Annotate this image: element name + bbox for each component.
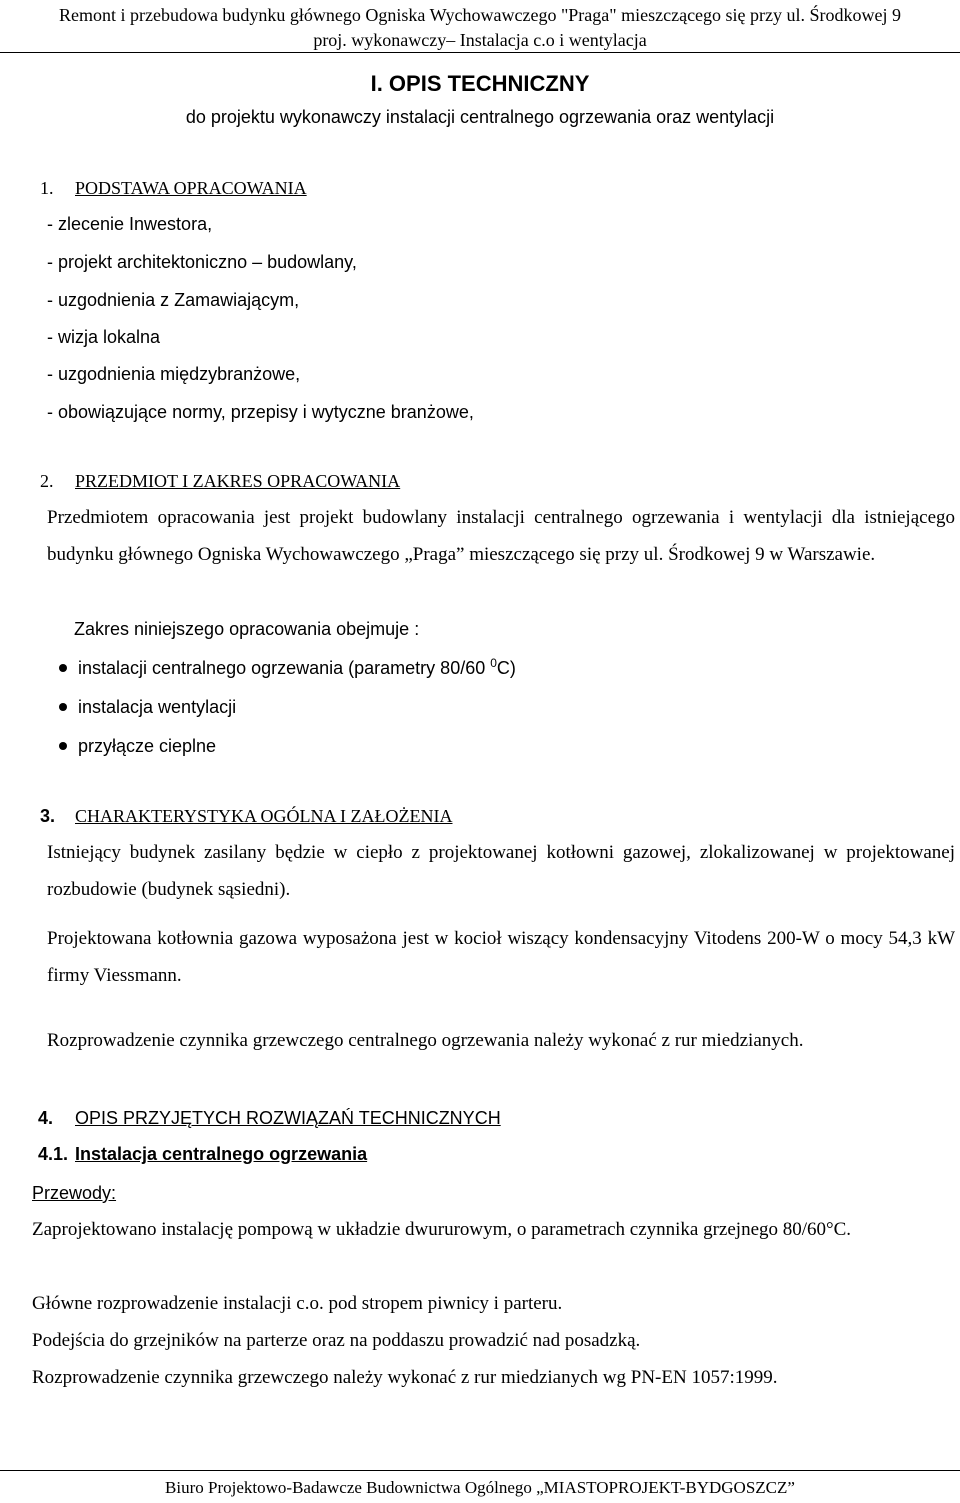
section2-bullet: instalacja wentylacji — [78, 697, 237, 717]
section4-1-number: 4.1. — [38, 1144, 69, 1164]
document-subtitle: do projektu wykonawczy instalacji centralnego ogrzewania oraz wentylacji — [185, 107, 775, 127]
section4-paragraph: Główne rozprowadzenie instalacji c.o. pod stropem piwnicy i parteru. — [32, 1293, 563, 1314]
header-project-subtitle: proj. wykonawczy– Instalacja c.o i wentylacja — [313, 30, 647, 50]
section1-item: - uzgodnienia międzybranżowe, — [47, 364, 301, 384]
section1-item: - uzgodnienia z Zamawiającym, — [47, 290, 300, 310]
section3-heading: CHARAKTERYSTYKA OGÓLNA I ZAŁOŻENIA — [75, 806, 453, 826]
section1-item: - projekt architektoniczno – budowlany, — [47, 252, 357, 272]
document-title: I. OPIS TECHNICZNY — [370, 71, 590, 96]
section4-paragraph: Podejścia do grzejników na parterze oraz na poddaszu prowadzić nad posadzką. — [32, 1330, 641, 1351]
section4-paragraph: Zaprojektowano instalację pompową w układzie dwururowym, o parametrach czynnika grzejnego 80/60°C. — [32, 1219, 852, 1240]
section4-1-heading: Instalacja centralnego ogrzewania — [75, 1144, 368, 1164]
section3-paragraph: Projektowana kotłownia gazowa wyposażona jest w kocioł wiszący kondensacyjny Vitodens 200-W o mocy 54,3 kW firmy Viessmann. — [47, 928, 955, 986]
section2-bullet: przyłącze cieplne — [78, 736, 217, 756]
header-divider — [0, 52, 960, 53]
section2-bullet: instalacji centralnego ogrzewania (parametry 80/60 $^0$C) — [78, 656, 516, 678]
section1-number: 1. — [40, 178, 54, 198]
section2-scope-intro: Zakres niniejszego opracowania obejmuje : — [74, 619, 420, 639]
section1-item: - zlecenie Inwestora, — [47, 214, 213, 234]
section4-paragraph: Rozprowadzenie czynnika grzewczego należy wykonać z rur miedzianych wg PN-EN 1057:1999. — [32, 1367, 778, 1388]
section2-heading: PRZEDMIOT I ZAKRES OPRACOWANIA — [75, 471, 401, 491]
section3-paragraph: Rozprowadzenie czynnika grzewczego centralnego ogrzewania należy wykonać z rur miedzianych. — [47, 1030, 804, 1051]
section3-number: 3. — [40, 806, 56, 826]
header-project-title: Remont i przebudowa budynku głównego Ogniska Wychowawczego "Praga" mieszczącego się przy ul. Środkowej 9 — [58, 5, 902, 25]
section2-number: 2. — [40, 471, 54, 491]
section1-item: - obowiązujące normy, przepisy i wytyczne branżowe, — [47, 402, 474, 422]
footer-office-name: Biuro Projektowo-Badawcze Budownictwa Ogólnego „MIASTOPROJEKT-BYDGOSZCZ” — [165, 1478, 795, 1497]
section4-number: 4. — [38, 1108, 54, 1128]
bullet-icon — [59, 742, 67, 750]
section1-heading: PODSTAWA OPRACOWANIA — [75, 178, 307, 198]
section1-item: - wizja lokalna — [47, 327, 161, 347]
section2-paragraph: Przedmiotem opracowania jest projekt budowlany instalacji centralnego ogrzewania i wentylacji dla istniejącego budynku głównego Ogniska Wychowawczego „Praga” mieszczącego się przy ul. Środkowej 9 w Warszawie. — [47, 507, 955, 565]
footer-divider — [0, 1470, 960, 1471]
section3-paragraph: Istniejący budynek zasilany będzie w ciepło z projektowanej kotłowni gazowej, zlokalizowanej w projektowanej rozbudowie (budynek sąsiedni). — [47, 842, 955, 900]
section4-heading: OPIS PRZYJĘTYCH ROZWIĄZAŃ TECHNICZNYCH — [75, 1108, 501, 1128]
bullet-icon — [59, 664, 67, 672]
przewody-label: Przewody: — [32, 1183, 117, 1203]
bullet-icon — [59, 703, 67, 711]
